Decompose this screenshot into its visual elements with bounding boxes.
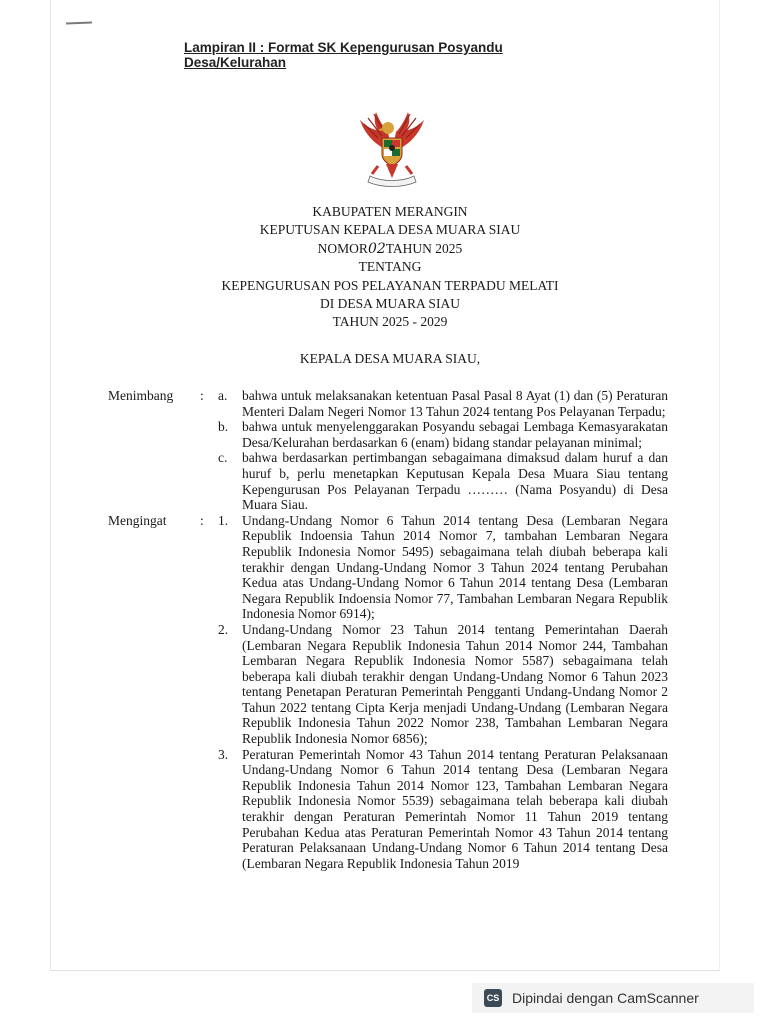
document-heading (190, 203, 590, 368)
mengingat-label: Mengingat (108, 512, 167, 528)
garuda-emblem-icon (352, 108, 432, 192)
heading-official: KEPALA DESA MUARA SIAU, (299, 350, 481, 366)
item-marker: 2. (218, 621, 229, 637)
camscanner-logo-icon: CS (484, 989, 502, 1007)
item-text: bahwa untuk menyelenggarakan Posyandu sebagai Lembaga Kemasyarakatan Desa/Kelurahan berdasarkan 6 (enam) bidang standar pelayanan minimal; (242, 419, 668, 450)
section-mengingat (108, 513, 668, 872)
heading-about: TENTANG (358, 259, 422, 275)
section-menimbang (108, 388, 668, 513)
nomor-prefix: NOMOR (317, 240, 368, 256)
heading-decree: KEPUTUSAN KEPALA DESA MUARA SIAU (259, 222, 521, 238)
heading-subject: KEPENGURUSAN POS PELAYANAN TERPADU MELATI (221, 277, 559, 293)
nomor-handwritten-value: 02 (367, 240, 386, 257)
attachment-title: Lampiran II : Format SK Kepengurusan Posyandu Desa/Kelurahan (184, 40, 503, 70)
list-item (218, 513, 668, 622)
list-item (218, 622, 668, 747)
watermark-text: Dipindai dengan CamScanner (512, 990, 699, 1006)
heading-regency: KABUPATEN MERANGIN (312, 204, 468, 219)
item-text: Peraturan Pemerintah Nomor 43 Tahun 2014 tentang Peraturan Pelaksanaan Undang-Undang Nomor 6 Tahun 2014 tentang Desa (Lembaran Negara Republik Indonesia Tahun 2014 Nomor 123, Tambahan Lembaran Negara Republik Indonesia Nomor 5539) sebagaimana telah beberapa kali diubah terakhir dengan Peraturan Pemerintah Nomor 11 Tahun 2019 tentang Perubahan Kedua atas Peraturan Pemerintah Nomor 43 Tahun 2014 tentang Peraturan Pelaksanaan Undang-Undang Nomor 6 Tahun 2014 tentang Desa (Lembaran Negara Republik Indonesia Tahun 2019 (242, 746, 668, 871)
nomor-suffix: TAHUN 2025 (385, 240, 463, 256)
list-item (218, 747, 668, 872)
item-text: bahwa untuk melaksanakan ketentuan Pasal Pasal 8 Ayat (1) dan (5) Peraturan Menteri Dalam Negeri Nomor 13 Tahun 2024 tentang Pos Pelayanan Terpadu; (242, 388, 668, 419)
menimbang-label: Menimbang (108, 388, 174, 403)
heading-period: TAHUN 2025 - 2029 (332, 314, 448, 330)
item-marker: a. (218, 388, 228, 403)
item-text: Undang-Undang Nomor 6 Tahun 2014 tentang Desa (Lembaran Negara Republik Indoensia Tahun 2014 Nomor 7, tambahan Lembaran Negara Republik Indonesia Nomor 5495) sebagaimana telah diubah beberapa kali terakhir dengan Undang-Undang Nomor 3 Tahun 2024 tentang Perubahan Kedua atas Undang-Undang Nomor 6 Tahun 2014 tentang Desa (Lembaran Negara Republik Indoensia Nomor 77, Tambahan Lembaran Negara Republik Indonesia Nomor 6914); (242, 512, 668, 622)
camscanner-watermark (472, 983, 754, 1013)
document-body (108, 388, 668, 871)
list-item (218, 450, 668, 512)
heading-number (190, 240, 590, 258)
heading-village: DI DESA MUARA SIAU (320, 296, 460, 312)
item-marker: 3. (218, 746, 229, 762)
item-marker: 1. (218, 512, 229, 528)
list-item (218, 388, 668, 419)
item-text: Undang-Undang Nomor 23 Tahun 2014 tentang Pemerintahan Daerah (Lembaran Negara Republik Indonesia Tahun 2014 Nomor 244, Tambahan Lembaran Negara Republik Indonesia Nomor 5587) sebagaimana telah beberapa kali diubah terakhir dengan Undang-Undang Nomor 6 Tahun 2023 tentang Penetapan Peraturan Pemerintah Pengganti Undang-Undang Nomor 2 Tahun 2022 tentang Cipta Kerja menjadi Undang-Undang (Lembaran Negara Republik Indonesia Tahun 2022 Nomor 238, Tambahan Lembaran Negara Republik Indonesia Nomor 6856); (242, 621, 668, 747)
mengingat-colon: : (200, 512, 204, 528)
item-marker: b. (218, 419, 229, 435)
menimbang-colon: : (200, 388, 204, 403)
list-item (218, 419, 668, 450)
item-text: bahwa berdasarkan pertimbangan sebagaimana dimaksud dalam huruf a dan huruf b, perlu menetapkan Keputusan Kepala Desa Muara Siau tentang Kepengurusan Pos Pelayanan Terpadu ……… (Nama Posyandu) di Desa Muara Siau. (242, 450, 668, 513)
item-marker: c. (218, 450, 228, 466)
